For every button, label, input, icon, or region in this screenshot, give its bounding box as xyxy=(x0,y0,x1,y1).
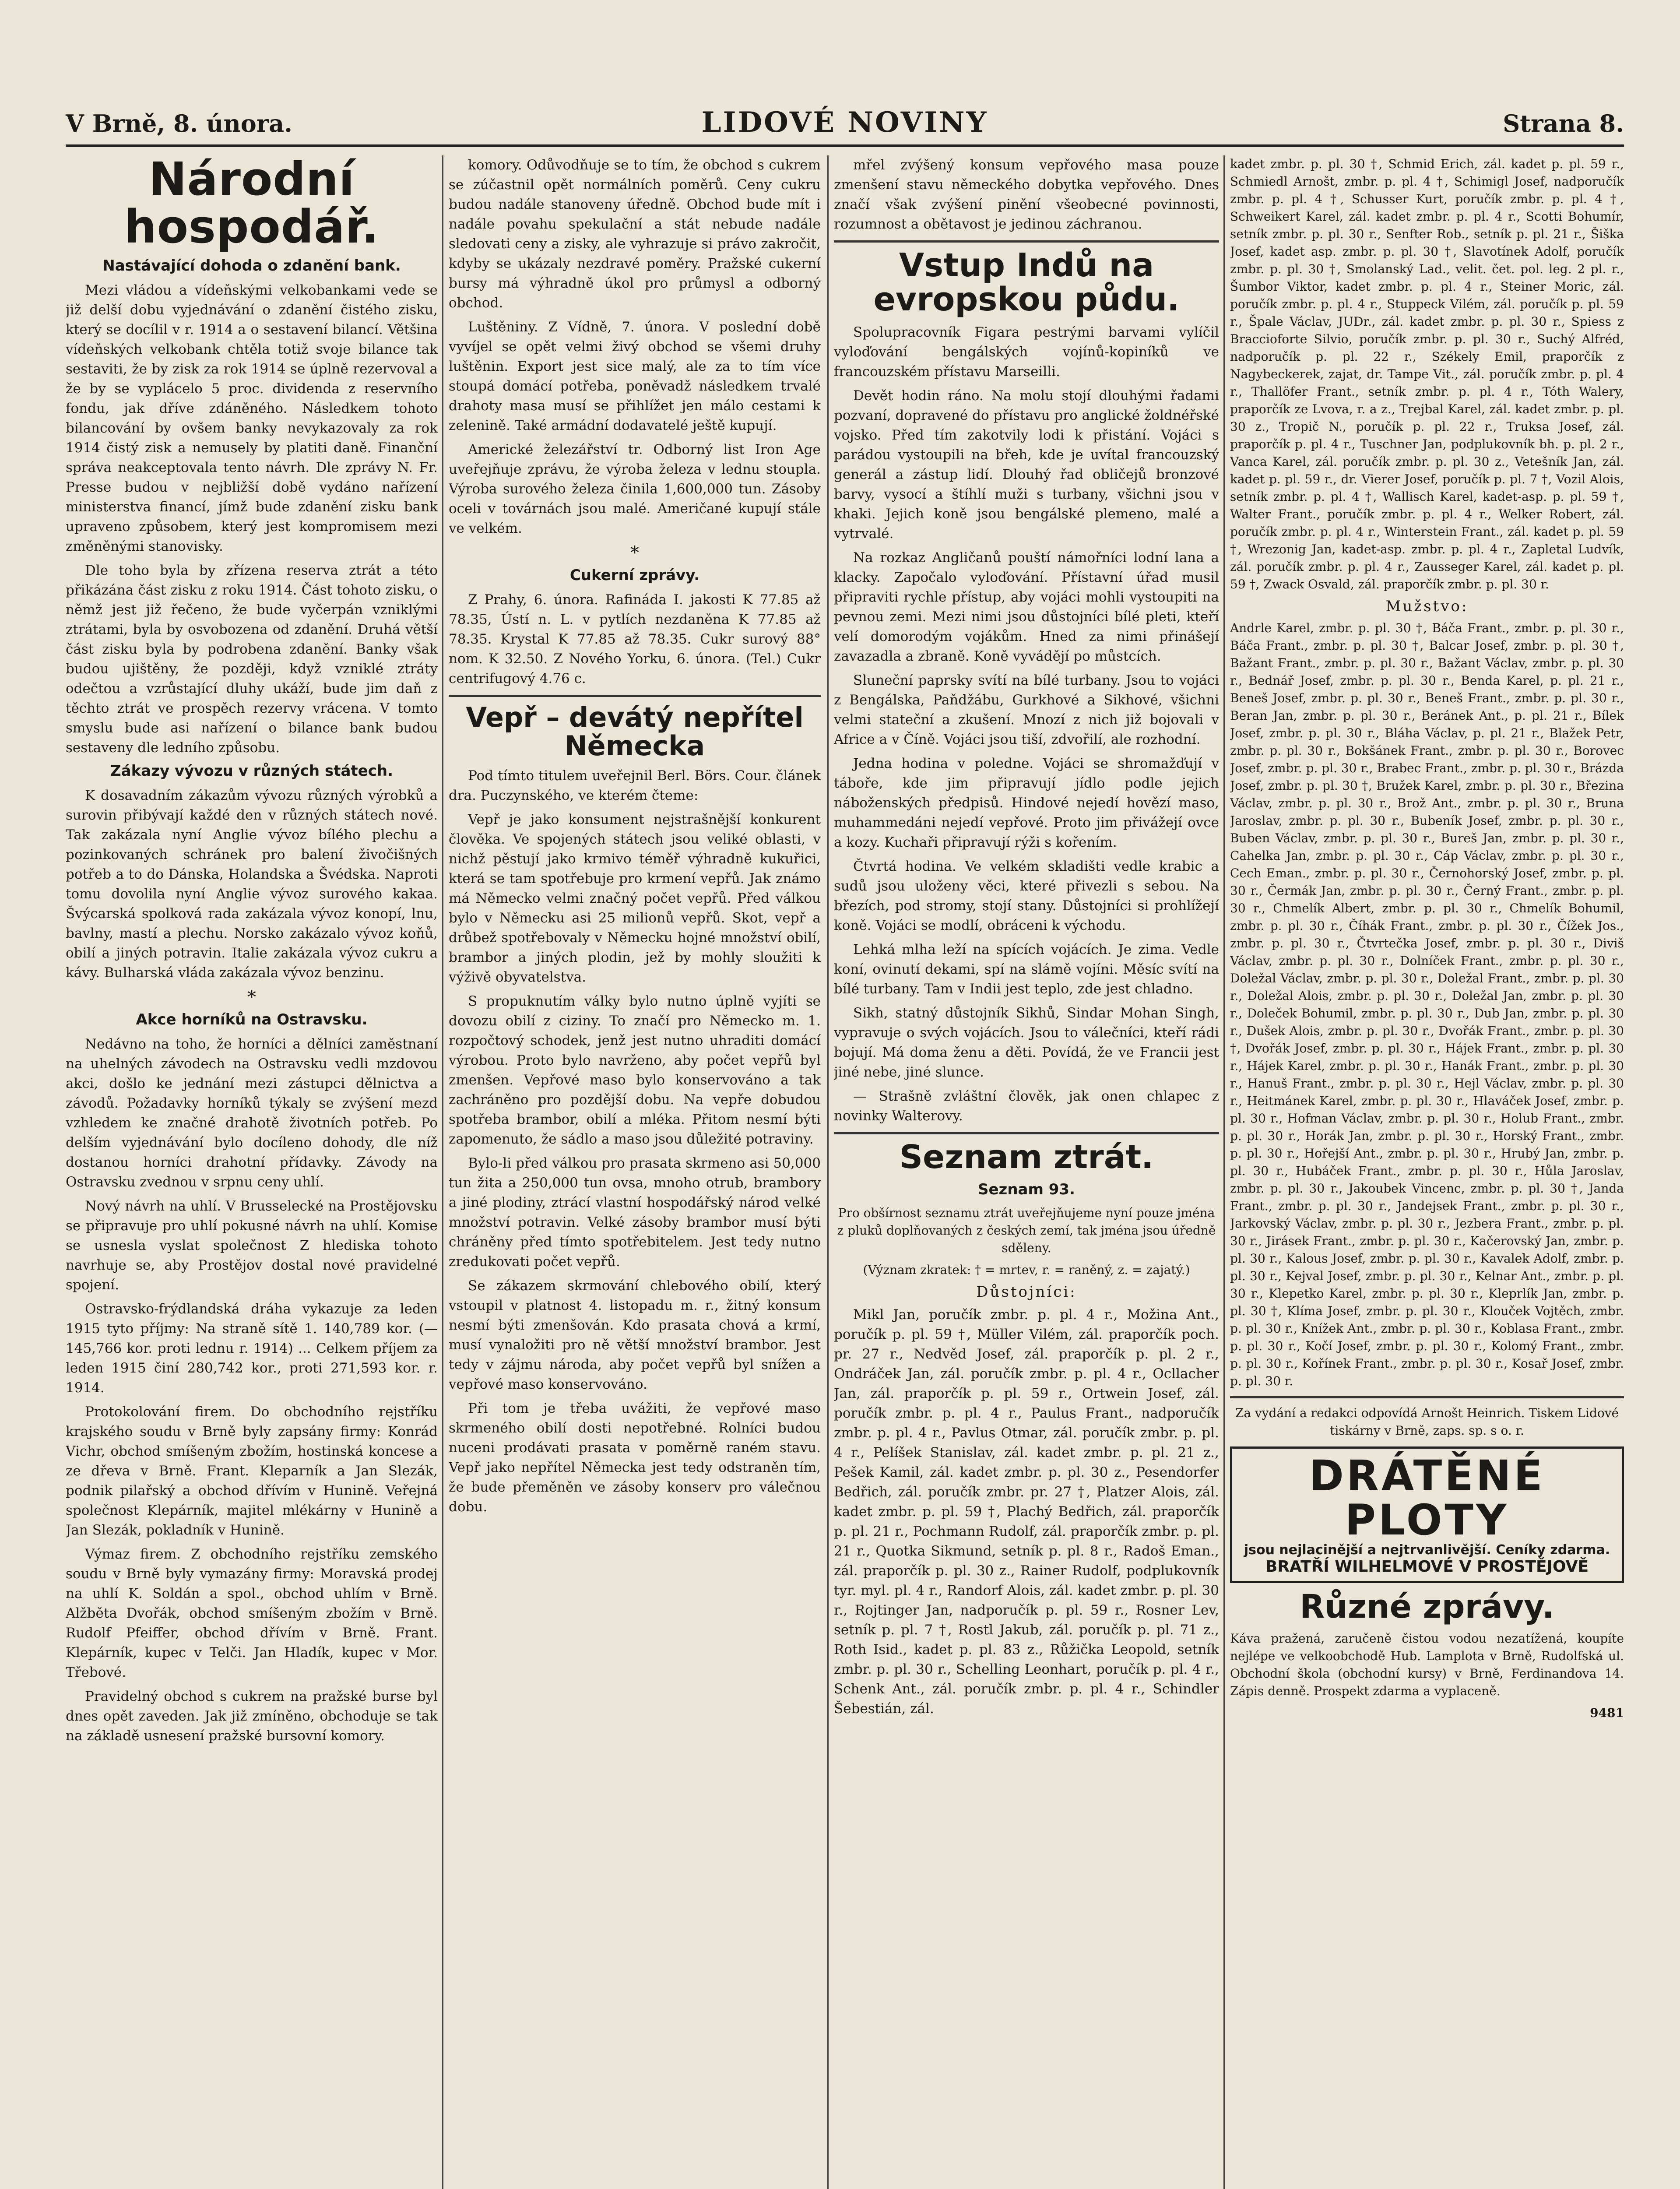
paragraph: Bylo-li před válkou pro prasata skrmeno asi 50,000 tun žita a 250,000 tun ovsa, mnoho otrub, brambory a jiné plodiny, ztrácí vlastní hospodářský národ velké množství potravin. Velké zásoby brambor musí býti chráněny před tímto spotřebitelem. Jest tedy nutno zredukovati počet vepřů. xyxy=(449,1155,821,1270)
list-legend: (Význam zkratek: † = mrtev, r. = raněný, z. = zajatý.) xyxy=(863,1263,1190,1278)
list-note: Pro obšírnost seznamu ztrát uveřejňujeme nyní pouze jména z pluků doplňovaných z českých zemí, tak jména jsou úředně sděleny. xyxy=(837,1206,1216,1256)
list-section-head: Mužstvo: xyxy=(1385,598,1469,615)
paragraph: Protokolování firem. Do obchodního rejstříku krajského soudu v Brně byly zapsány firmy: Konrád Vichr, obchod smíšeným zbožím, hostinská koncese a ze dřeva v Brně. Frant. Kleparník a Jan Slezák, podnik pilařský a obchod dřívím v Hunině. Veřejná společnost Klepárník, majitel mlékárny v Hunině a Jan Slezák, pokladník v Hunině. xyxy=(66,1404,438,1538)
paragraph: — Strašně zvláštní člověk, jak onen chlapec z novinky Walterovy. xyxy=(834,1088,1219,1124)
ad-title: DRÁTĚNÉ PLOTY xyxy=(1309,1451,1545,1545)
article-subhead: Akce horníků na Ostravsku. xyxy=(136,1011,368,1029)
separator-star: * xyxy=(247,987,256,1008)
paragraph: Z Prahy, 6. února. Rafináda I. jakosti K 77.85 až 78.35, Ústí n. L. v pytlích nezdaněna K 77.85 až 78.35. Krystal K 77.85 až 78.35. Cukr surový 88° nom. K 32.50. Z Nového Yorku, 6. února. (Tel.) Cukr centrifugový 4.76 c. xyxy=(449,592,821,686)
paragraph: K dosavadním zákazům vývozu různých výrobků a surovin přibývají každé den v různých státech nové. Tak zakázala nyní Anglie vývoz bílého plechu a pozinkovaných schránek pro balení živočišných potřeb a to do Dánska, Holandska a Švédska. Naproti tomu dovolila nyní Anglie vývoz surového kakaa. Švýcarská spolková rada zakázala vývoz konopí, lnu, bavlny, mastí a plechu. Norsko zakázalo vývoz koňů, obilí a jiných potravin. Italie zakázala vývoz cukru a kávy. Bulharská vláda zakázala vývoz benzinu. xyxy=(66,788,438,981)
column-rule xyxy=(827,155,829,2189)
separator-star: * xyxy=(630,543,639,563)
paragraph: S propuknutím války bylo nutno úplně vyjíti se dovozu obilí z ciziny. To značí pro Německo m. 1. rozpočtový schodek, jenž jest nutno uhraditi domácí výrobou. Proto bylo navrženo, aby počet vepřů byl zmenšen. Vepřové maso bylo konservováno a tak zachráněno pro pozdější dobu. Na vepře dobudou spotřeba brambor, obilí a mléka. Přitom nesmí býti zapomenuto, že sádlo a maso jsou důležité potraviny. xyxy=(449,993,821,1147)
paragraph: Se zákazem skrmování chlebového obilí, který vstoupil v platnost 4. listopadu m. r., žitný konsum nesmí býti zmenšován. Kdo prasata chová a krmí, musí vynaložiti pro ně větší množství brambor. Jest tedy v zájmu národa, aby počet vepřů byl snížen a vepřové maso konservováno. xyxy=(449,1278,821,1393)
article-headline: Seznam ztrát. xyxy=(899,1138,1154,1176)
casualty-list: Andrle Karel, zmbr. p. pl. 30 †, Báča Frant., zmbr. p. pl. 30 r., Báča Frant., zmbr. p. pl. 30 †, Balcar Josef, zmbr. p. pl. 30 †, Bažant Frant., zmbr. p. pl. 30 r., Bažant Václav, zmbr. p. pl. 30 r., Bednář Josef, zmbr. p. pl. 30 r., Benda Karel, p. pl. 21 r., Beneš Josef, zmbr. p. pl. 30 r., Beneš Frant., zmbr. p. pl. 30 r., Beran Jan, zmbr. p. pl. 30 r., Beránek Ant., p. pl. 21 r., Bílek Josef, zmbr. p. pl. 30 r., Bláha Václav, p. pl. 21 r., Blažek Petr, zmbr. p. pl. 30 r., Bokšánek Frant., zmbr. p. pl. 30 r., Borovec Josef, zmbr. p. pl. 30 r., Brabec Frant., zmbr. p. pl. 30 r., Brázda Josef, zmbr. p. pl. 30 †, Bružek Karel, zmbr. p. pl. 30 r., Březina Václav, zmbr. p. pl. 30 r., Brož Ant., zmbr. p. pl. 30 r., Bruna Jaroslav, zmbr. p. pl. 30 r., Bubeník Josef, zmbr. p. pl. 30 r., Buben Václav, zmbr. p. pl. 30 r., Bureš Jan, zmbr. p. pl. 30 r., Cahelka Jan, zmbr. p. pl. 30 r., Cáp Václav, zmbr. p. pl. 30 r., Cech Eman., zmbr. p. pl. 30 r., Černohorský Josef, zmbr. p. pl. 30 r., Čermák Jan, zmbr. p. pl. 30 r., Černý Frant., zmbr. p. pl. 30 r., Chmelík Albert, zmbr. p. pl. 30 r., Chmelík Bohumil, zmbr. p. pl. 30 r., Číhák Frant., zmbr. p. pl. 30 r., Čížek Jos., zmbr. p. pl. 30 r., Čtvrtečka Josef, zmbr. p. pl. 30 r., Diviš Václav, zmbr. p. pl. 30 r., Dolníček Frant., zmbr. p. pl. 30 r., Doležal Václav, zmbr. p. pl. 30 r., Doležal Frant., zmbr. p. pl. 30 r., Doležal Alois, zmbr. p. pl. 30 r., Doležal Jan, zmbr. p. pl. 30 r., Doleček Bohumil, zmbr. p. pl. 30 r., Dub Jan, zmbr. p. pl. 30 r., Dušek Alois, zmbr. p. pl. 30 r., Dvořák Frant., zmbr. p. pl. 30 †, Dvořák Josef, zmbr. p. pl. 30 r., Hájek Frant., zmbr. p. pl. 30 r., Hájek Karel, zmbr. p. pl. 30 r., Hanák Frant., zmbr. p. pl. 30 r., Hanuš Frant., zmbr. p. pl. 30 r., Hejl Václav, zmbr. p. pl. 30 r., Heitmánek Karel, zmbr. p. pl. 30 r., Hlaváček Josef, zmbr. p. pl. 30 r., Hofman Václav, zmbr. p. pl. 30 r., Holub Frant., zmbr. p. pl. 30 r., Horák Jan, zmbr. p. pl. 30 r., Horský Frant., zmbr. p. pl. 30 r., Hořejší Ant., zmbr. p. pl. 30 r., Hrubý Jan, zmbr. p. pl. 30 r., Hubáček Frant., zmbr. p. pl. 30 r., Hůla Jaroslav, zmbr. p. pl. 30 r., Jakoubek Vincenc, zmbr. p. pl. 30 †, Janda Frant., zmbr. p. pl. 30 r., Jandejsek Frant., zmbr. p. pl. 30 r., Jarkovský Václav, zmbr. p. pl. 30 r., Jezbera Frant., zmbr. p. pl. 30 r., Jirásek Frant., zmbr. p. pl. 30 r., Kačerovský Jan, zmbr. p. pl. 30 r., Kalous Josef, zmbr. p. pl. 30 r., Kavalek Adolf, zmbr. p. pl. 30 r., Kejval Josef, zmbr. p. pl. 30 r., Kelnar Ant., zmbr. p. pl. 30 r., Klepetko Karel, zmbr. p. pl. 30 r., Kleprlík Jan, zmbr. p. pl. 30 †, Klíma Josef, zmbr. p. pl. 30 r., Klouček Vojtěch, zmbr. p. pl. 30 r., Knížek Ant., zmbr. p. pl. 30 r., Koblasa Frant., zmbr. p. pl. 30 r., Kočí Josef, zmbr. p. pl. 30 r., Kolomý Frant., zmbr. p. pl. 30 r., Kořínek Frant., zmbr. p. pl. 30 r., Kosař Josef, zmbr. p. pl. 30 r. xyxy=(1230,621,1624,1388)
paragraph: Čtvrtá hodina. Ve velkém skladišti vedle krabic a sudů jsou uloženy věci, které přivezli s sebou. Na březích, pod stromy, stojí stany. Důstojníci si prohlížejí koně. Vojáci se modlí, obráceni k východu. xyxy=(834,859,1219,934)
paragraph: komory. Odůvodňuje se to tím, že obchod s cukrem se zúčastnil opět normálních poměrů. Ceny cukru budou nadále stanoveny úředně. Obchod bude mít i nadále povahu spekulační a stát nebude nadále sledovati ceny a zisky, ale vyhrazuje si právo zakročit, kdyby se ukázaly nezdravé poměry. Pražské cukerní bursy má výhradně úkol pro průmysl a odborný obchod. xyxy=(449,157,821,311)
article-headline: Vstup Indů na evropskou půdu. xyxy=(873,246,1180,318)
column-1 xyxy=(66,155,438,2189)
paragraph: Mezi vládou a vídeňskými velkobankami vede se již delší dobu vyjednávání o zdanění čistého zisku, který se docílil v r. 1914 a o sestavení bilancí. Většina vídeňských velkobank chtěla totiž svoje bilance tak sestaviti, že by zisk za rok 1914 se úplně rezervoval a že by se vyplácelo 5 proc. dividenda z reservního fondu, jak dříve zdáněného. Následkem tohoto bilancování by ovšem banky nevykazovaly za rok 1914 čistý zisk a nemusely by platiti daně. Finanční správa neakceptovala tento návrh. Dle zprávy N. Fr. Presse budou v nejbližší době vydáno nařízení ministerstva financí, jímž bude zdanění zisku bank upraveno způsobem, který jest kompromisem mezi změněnými stanovisky. xyxy=(66,282,438,555)
paragraph: Výmaz firem. Z obchodního rejstříku zemského soudu v Brně byly vymazány firmy: Moravská prodej na uhlí K. Soldán a spol., obchod uhlím v Brně. Alžběta Dvořák, obchod smíšeným zbožím v Brně. Rudolf Pfeiffer, obchod dřívím v Brně. Frant. Klepárník, kupec v Telči. Jan Hladík, kupec v Mor. Třebové. xyxy=(66,1546,438,1681)
column-rule xyxy=(1223,155,1225,2189)
place-date: V Brně, 8. února. xyxy=(66,109,292,137)
article-subhead: Nastávající dohoda o zdanění bank. xyxy=(102,257,401,275)
paragraph: Luštěniny. Z Vídně, 7. února. V poslední době vyvíjel se opět velmi živý obchod se všemi druhy luštěnin. Export jest sice malý, ale za to tím více stoupá domácí potřeba, poněvadž následkem trvalé drahoty masa musí se přihlížet jen málo cestami k zelenině. Také armádní dodavatelé ještě kupují. xyxy=(449,319,821,433)
paragraph: Pod tímto titulem uveřejnil Berl. Börs. Cour. článek dra. Puczynského, ve kterém čteme: xyxy=(449,768,821,804)
ad-number: 9481 xyxy=(1590,1706,1624,1721)
paragraph: Ostravsko-frýdlandská dráha vykazuje za leden 1915 tyto příjmy: Na straně sítě 1. 140,789 kor. (— 145,766 kor. proti lednu r. 1914) ... Celkem příjem za leden 1915 činí 280,742 kor., proti 271,593 kor. r. 1914. xyxy=(66,1301,438,1396)
article-headline: Různé zprávy. xyxy=(1300,1587,1554,1626)
divider xyxy=(834,240,1219,243)
paragraph: Při tom je třeba uvážiti, že vepřové maso skrmeného obilí dosti nepotřebné. Rolníci budou nuceni prodávati prasata v poměrně raném stavu. Vepř jako nepřítel Německa jest tedy odstraněn tím, že bude přeměněn ve zásoby konserv pro válečnou dobu. xyxy=(449,1401,821,1515)
paragraph: Dle toho byla by zřízena reserva ztrát a této přikázána část zisku z roku 1914. Část tohoto zisku, o němž jest již řečeno, že bude vyčerpán vzniklými ztrátami, byla by osvobozena od zdanění. Druhá větší část zisku byla by podrobena zdanění. Banky však budou ujištěny, že později, když vzniklé ztráty odečtou a vzrůstající dluhy ukáží, bude jim daň z těchto ztrát ve prospěch rezervy vrácena. V tomto smyslu bude asi nařízení o bilance bank budou sestaveny dle ledního způsobu. xyxy=(66,563,438,756)
paragraph: Pravidelný obchod s cukrem na pražské burse byl dnes opět zaveden. Jak již zmíněno, obchoduje se tak na základě usnesení pražské bursovní komory. xyxy=(66,1689,438,1744)
column-rule xyxy=(442,155,443,2189)
column-4 xyxy=(1230,155,1624,2189)
section-headline: Národní hospodář. xyxy=(124,155,380,254)
casualty-list: kadet zmbr. p. pl. 30 †, Schmid Erich, zál. kadet p. pl. 59 r., Schmiedl Arnošt, zmbr. p. pl. 4 †, Schimigl Josef, nadporučík zmbr. p. pl. 4 †, Schusser Kurt, poručík zmbr. p. pl. 4 †, Schweikert Karel, zál. kadet zmbr. p. pl. 4 r., Scotti Bohumír, setník zmbr. p. pl. 30 r., Senfter Rob., setník p. pl. 21 r., Šiška Josef, kadet asp. zmbr. p. pl. 30 †, Slavotínek Adolf, poručík zmbr. p. pl. 30 †, Smolanský Lad., velit. čet. pol. leg. 2 pl. r., Šumbor Viktor, kadet zmbr. p. pl. 4 r., Steiner Moric, zál. poručík zmbr. p. pl. 4 r., Stuppeck Vilém, zál. poručík p. pl. 59 r., Špale Václav, JUDr., zál. kadet zmbr. p. pl. 30 r., Spiess z Braccioforte Silvio, poručík zmbr. p. pl. 30 r., Suchý Alfréd, nadporučík p. pl. 22 r., Székely Emil, praporčík z Nagybeckerek, zajat, dr. Tampe Vit., zál. poručík zmbr. p. pl. 4 r., Thallöfer Frant., setník zmbr. p. pl. 4 r., Tóth Walery, praporčík ze Lvova, r. a z., Trejbal Karel, zál. kadet zmbr. p. pl. 30 z., Tropič N., poručík p. pl. 22 r., Truksa Josef, zál. praporčík p. pl. 4 r., Tuschner Jan, podplukovník bh. p. pl. 2 r., Vanca Karel, zál. poručík zmbr. p. pl. 30 z., Vetešník Jan, zál. kadet p. pl. 59 r., dr. Vierer Josef, poručík p. pl. 7 †, Vozil Alois, setník zmbr. p. pl. 4 †, Wallisch Karel, kadet-asp. p. pl. 59 †, Walter Frant., poručík zmbr. p. pl. 4 r., Welker Robert, zál. poručík zmbr. p. pl. 4 r., Winterstein Frant., zál. kadet p. pl. 59 †, Wrezonig Jan, kadet-asp. zmbr. p. pl. 4 r., Zapletal Ludvík, zál. poručík zmbr. p. pl. 4 r., Zausseger Karel, zál. kadet p. pl. 59 †, Zwack Osvald, zál. praporčík zmbr. p. pl. 30 r. xyxy=(1230,157,1624,591)
paragraph: Americké železářství tr. Odborný list Iron Age uveřejňuje zprávu, že výroba železa v lednu stoupla. Výroba surového železa činila 1,600,000 tun. Zásoby oceli v továrnách jsou malé. Američané kupují stále ve velkém. xyxy=(449,442,821,536)
article-subhead: Cukerní zprávy. xyxy=(569,567,700,584)
list-section-head: Důstojníci: xyxy=(976,1283,1077,1301)
casualty-list: Mikl Jan, poručík zmbr. p. pl. 4 r., Možina Ant., poručík p. pl. 59 †, Müller Vilém, zál. praporčík poch. pr. 27 r., Nedvěd Josef, zál. praporčík p. pl. 2 r., Ondráček Jan, zál. poručík zmbr. p. pl. 4 r., Ocllacher Jan, zál. praporčík p. pl. 59 r., Ortwein Josef, zál. poručík zmbr. p. pl. 4 r., Paulus Frant., nadporučík zmbr. p. pl. 4 r., Pavlus Otmar, zál. poručík zmbr. p. pl. 4 r., Pelíšek Stanislav, zál. kadet zmbr. p. pl. 21 z., Pešek Kamil, zál. kadet zmbr. p. pl. 30 z., Pesendorfer Bedřich, zál. poručík zmbr. pr. 27 †, Platzer Alois, zál. kadet zmbr. p. pl. 59 †, Plachý Bedřich, zál. praporčík p. pl. 21 r., Pochmann Rudolf, zál. praporčík zmbr. p. pl. 21 r., Quotka Sikmund, setník p. pl. 8 r., Radoš Eman., zál. praporčík p. pl. 30 z., Rainer Rudolf, podplukovník tyr. myl. pl. 4 r., Randorf Alois, zál. kadet zmbr. p. pl. 30 r., Rojtinger Jan, nadporučík p. pl. 59 r., Rosner Lev, setník p. pl. 7 †, Rostl Jakub, zál. poručík p. pl. 71 z., Roth Isid., kadet p. pl. 83 z., Růžička Leopold, setník zmbr. p. pl. 30 r., Schelling Leonhart, poručík p. pl. 4 r., Schenk Ant., zál. poručík zmbr. p. pl. 4 r., Schindler Šebestián, zál. xyxy=(834,1307,1219,1717)
article-subhead: Zákazy vývozu v různých státech. xyxy=(110,762,393,780)
paragraph: Vepř je jako konsument nejstrašnější konkurent člověka. Ve spojených státech jsou veliké oblasti, v nichž pěstují jako krmivo téměř výhradně kukuřici, která se tam spotřebuje pro krmení vepřů. Jak známo má Německo velmi značný počet vepřů. Před válkou bylo v Německu asi 25 milionů vepřů. Skot, vepř a drůbež spotřebovaly v Německu hojné množství obilí, brambor a jiných plodin, jež by mohly sloužiti k výživě obyvatelstva. xyxy=(449,812,821,985)
paragraph: Sikh, statný důstojník Sikhů, Sindar Mohan Singh, vypravuje o svých vojácích. Jsou to válečníci, kteří rádi bojují. Má doma ženu a děti. Povídá, že ve Francii jest jiné nebe, jiné slunce. xyxy=(834,1005,1219,1080)
paragraph: mřel zvýšený konsum vepřového masa pouze zmenšení stavu německého dobytka vepřového. Dnes značí však zvýšení pinění všeobecné povinnosti, rozumnost a obětavost je jedinou záchranou. xyxy=(834,157,1219,232)
masthead: LIDOVÉ NOVINY xyxy=(701,106,988,139)
paragraph: Nedávno na toho, že horníci a dělníci zaměstnaní na uhelných závodech na Ostravsku vedli mzdovou akci, došlo ke jednání mezi zástupci dělnictva a závodů. Požadavky horníků týkaly se zvýšení mezd vzhledem ke značné drahotě životních potřeb. Po delším vyjednávání bylo docíleno dohody, dle níž dostanou horníci drahotní přídavky. Závody na Ostravsku zvednou v srpnu ceny uhlí. xyxy=(66,1036,438,1190)
column-2 xyxy=(449,155,821,2189)
paragraph: Spolupracovník Figara pestrými barvami vylíčil vyloďování bengálských vojínů-kopiníků ve francouzském přístavu Marseilli. xyxy=(834,324,1219,380)
paragraph: Nový návrh na uhlí. V Brusselecké na Prostějovsku se připravuje pro uhlí pokusné návrh na uhlí. Komise se usnesla vyslat společnost Z hlediska tohoto navrhuje se, aby Prostějov dostal nové pravidelné spojení. xyxy=(66,1198,438,1293)
paragraph: Káva pražená, zaručeně čistou vodou nezatížená, koupíte nejlépe ve velkoobchodě Hub. Lamplota v Brně, Rudolfská ul. Obchodní škola (obchodní kursy) v Brně, Ferdinandova 14. Zápis denně. Prospekt zdarma a vyplaceně. xyxy=(1230,1631,1624,1699)
list-number: Seznam 93. xyxy=(978,1181,1075,1199)
article-headline: Vepř – devátý nepřítel Německa xyxy=(466,701,804,762)
page-number: Strana 8. xyxy=(1503,109,1624,137)
ad-brand: BRATŘÍ WILHELMOVÉ V PROSTĚJOVĚ xyxy=(1265,1557,1589,1576)
advertisement-fences xyxy=(1230,1446,1624,1583)
page-header xyxy=(66,106,1624,147)
paragraph: Jedna hodina v poledne. Vojáci se shromažďují v táboře, kde jim připravují jídlo podle jejich náboženských předpisů. Hindové nejedí hovězí maso, muhammedáni nejedí vepřové. Proto jim přivážejí ovce a kozy. Kuchaři připravují rýži s kořením. xyxy=(834,756,1219,851)
divider xyxy=(834,1132,1219,1134)
paragraph: Lehká mlha leží na spících vojácích. Je zima. Vedle koní, ovinutí dekami, spí na slámě vojíni. Měsíc svítí na bílé turbany. Tam v Indii jest teplo, zde jest chladno. xyxy=(834,942,1219,997)
paragraph: Sluneční paprsky svítí na bílé turbany. Jsou to vojáci z Bengálska, Paňdžábu, Gurkhové a Sikhové, všichni velmi stateční a zkušení. Mnozí z nich již bojovali v Africe a v Číně. Vojáci jsou tiší, zdvořilí, ale rozhodní. xyxy=(834,672,1219,748)
column-3 xyxy=(834,155,1219,2189)
paragraph: Devět hodin ráno. Na molu stojí dlouhými řadami pozvaní, dopravené do přístavu pro anglické žoldnéřské vojsko. Před tím zakotvily lodi k přistání. Vojáci s parádou vystoupili na břeh, kde je uvítal francouzský generál a zástup lidí. Dlouhý řad obličejů bronzové barvy, vysocí a štíhlí muži s turbany, všichni jsou v khaki. Jejich koně jsou bengálské plemeno, malé a vytrvalé. xyxy=(834,388,1219,542)
ad-subtitle: jsou nejlacinější a nejtrvanlivější. Ceníky zdarma. xyxy=(1244,1542,1610,1558)
paragraph: Na rozkaz Angličanů pouští námořníci lodní lana a klacky. Započalo vyloďování. Přístavní úřad musil připraviti rychle přístup, aby vojáci mohli vystoupiti na pevnou zemi. Mezi nimi jsou důstojníci bílé pleti, kteří velí domorodým vojákům. Hned za nimi přinášejí zavazadla a zbraně. Koně vyvádějí po můstcích. xyxy=(834,550,1219,665)
imprint: Za vydání a redakci odpovídá Arnošt Heinrich. Tiskem Lidové tiskárny v Brně, zaps. sp. s o. r. xyxy=(1235,1406,1619,1438)
divider xyxy=(1230,1396,1624,1398)
divider xyxy=(449,695,821,697)
